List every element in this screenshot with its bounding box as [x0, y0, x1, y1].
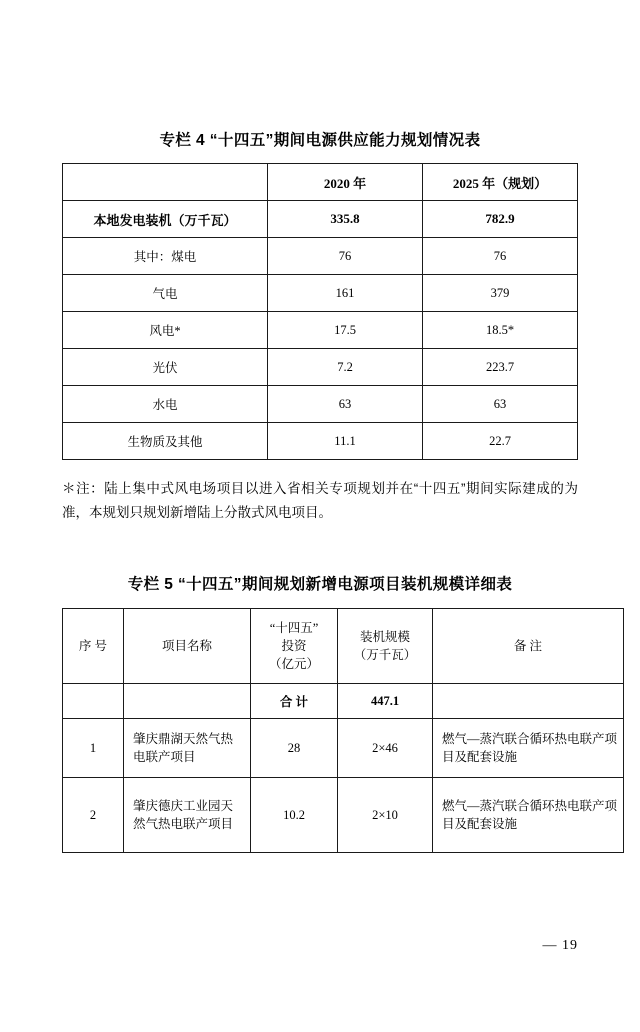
box5-header-capacity-line1: 装机规模 — [359, 630, 410, 645]
box5-header-invest-line2: 投资 — [281, 639, 307, 654]
box4-row1-v2020: 76 — [268, 238, 423, 275]
box5-header-capacity — [338, 609, 433, 684]
box4-row4-label: 光伏 — [63, 349, 268, 386]
box4-row5-label: 水电 — [63, 386, 268, 423]
box4-row3-v2020: 17.5 — [268, 312, 423, 349]
box4-row5-v2025: 63 — [423, 386, 578, 423]
table-row — [63, 275, 578, 312]
box4-header-2025: 2025 年（规划） — [423, 164, 578, 201]
box4-table — [62, 163, 578, 460]
box5-header-seq: 序 号 — [63, 609, 124, 684]
box4-row3-v2025: 18.5* — [423, 312, 578, 349]
box4-title: 专栏 4 “十四五”期间电源供应能力规划情况表 — [159, 132, 481, 149]
box5-total-capacity: 447.1 — [338, 684, 433, 719]
box4-row2-v2025: 379 — [423, 275, 578, 312]
box5-header-capacity-line2: （万千瓦） — [353, 648, 417, 663]
table-row — [63, 238, 578, 275]
table-row — [63, 164, 578, 201]
box5-row1-note: 燃气—蒸汽联合循环热电联产项目及配套设施 — [433, 778, 624, 853]
box5-row1-capacity: 2×10 — [338, 778, 433, 853]
box4-header-blank — [63, 164, 268, 201]
box5-header-invest-line3: （亿元） — [268, 657, 319, 672]
box4-footnote: ＊注：陆上集中式风电场项目以进入省相关专项规划并在“十四五”期间实际建成的为准，本规划只规划新增陆上分散式风电项目。 — [62, 481, 578, 520]
box4-row4-v2025: 223.7 — [423, 349, 578, 386]
box5-header-invest — [251, 609, 338, 684]
box5-header-name: 项目名称 — [124, 609, 251, 684]
section-spacer — [62, 524, 578, 572]
box4-row4-v2020: 7.2 — [268, 349, 423, 386]
page-number: — 19 — [542, 938, 578, 953]
box5-total-blank-seq — [63, 684, 124, 719]
box4-row3-label: 风电* — [63, 312, 268, 349]
box4-row2-label: 气电 — [63, 275, 268, 312]
box5-total-blank-note — [433, 684, 624, 719]
box5-row0-note: 燃气—蒸汽联合循环热电联产项目及配套设施 — [433, 719, 624, 778]
box5-table-head — [63, 609, 624, 684]
table-row — [63, 778, 624, 853]
box4-table-body — [63, 201, 578, 460]
box4-row5-v2020: 63 — [268, 386, 423, 423]
box5-total-label: 合 计 — [251, 684, 338, 719]
box4-table-head — [63, 164, 578, 201]
box5-header-invest-line1: “十四五” — [269, 621, 319, 636]
box5-header-note: 备 注 — [433, 609, 624, 684]
box4-row1-label: 其中：煤电 — [63, 238, 268, 275]
box5-table-body — [63, 684, 624, 853]
table-row — [63, 201, 578, 238]
box5-row0-seq: 1 — [63, 719, 124, 778]
table-row — [63, 609, 624, 684]
box5-row1-invest: 10.2 — [251, 778, 338, 853]
box5-row1-name: 肇庆德庆工业园天然气热电联产项目 — [124, 778, 251, 853]
box4-row6-v2025: 22.7 — [423, 423, 578, 460]
table-row — [63, 423, 578, 460]
box5-title: 专栏 5 “十四五”期间规划新增电源项目装机规模详细表 — [127, 576, 513, 594]
box5-row0-capacity: 2×46 — [338, 719, 433, 778]
box4-row6-label: 生物质及其他 — [63, 423, 268, 460]
box4-row2-v2020: 161 — [268, 275, 423, 312]
table-row — [63, 684, 624, 719]
box5-total-blank-name — [124, 684, 251, 719]
box4-row0-label: 本地发电装机（万千瓦） — [63, 201, 268, 238]
table-row — [63, 349, 578, 386]
box4-header-2020: 2020 年 — [268, 164, 423, 201]
box4-row0-v2020: 335.8 — [268, 201, 423, 238]
table-row — [63, 312, 578, 349]
box5-row1-seq: 2 — [63, 778, 124, 853]
box5-row0-invest: 28 — [251, 719, 338, 778]
document-page — [0, 128, 640, 1032]
box4-row0-v2025: 782.9 — [423, 201, 578, 238]
box5-table — [62, 608, 624, 853]
box5-row0-name: 肇庆鼎湖天然气热电联产项目 — [124, 719, 251, 778]
box4-row1-v2025: 76 — [423, 238, 578, 275]
table-row — [63, 386, 578, 423]
box4-row6-v2020: 11.1 — [268, 423, 423, 460]
table-row — [63, 719, 624, 778]
